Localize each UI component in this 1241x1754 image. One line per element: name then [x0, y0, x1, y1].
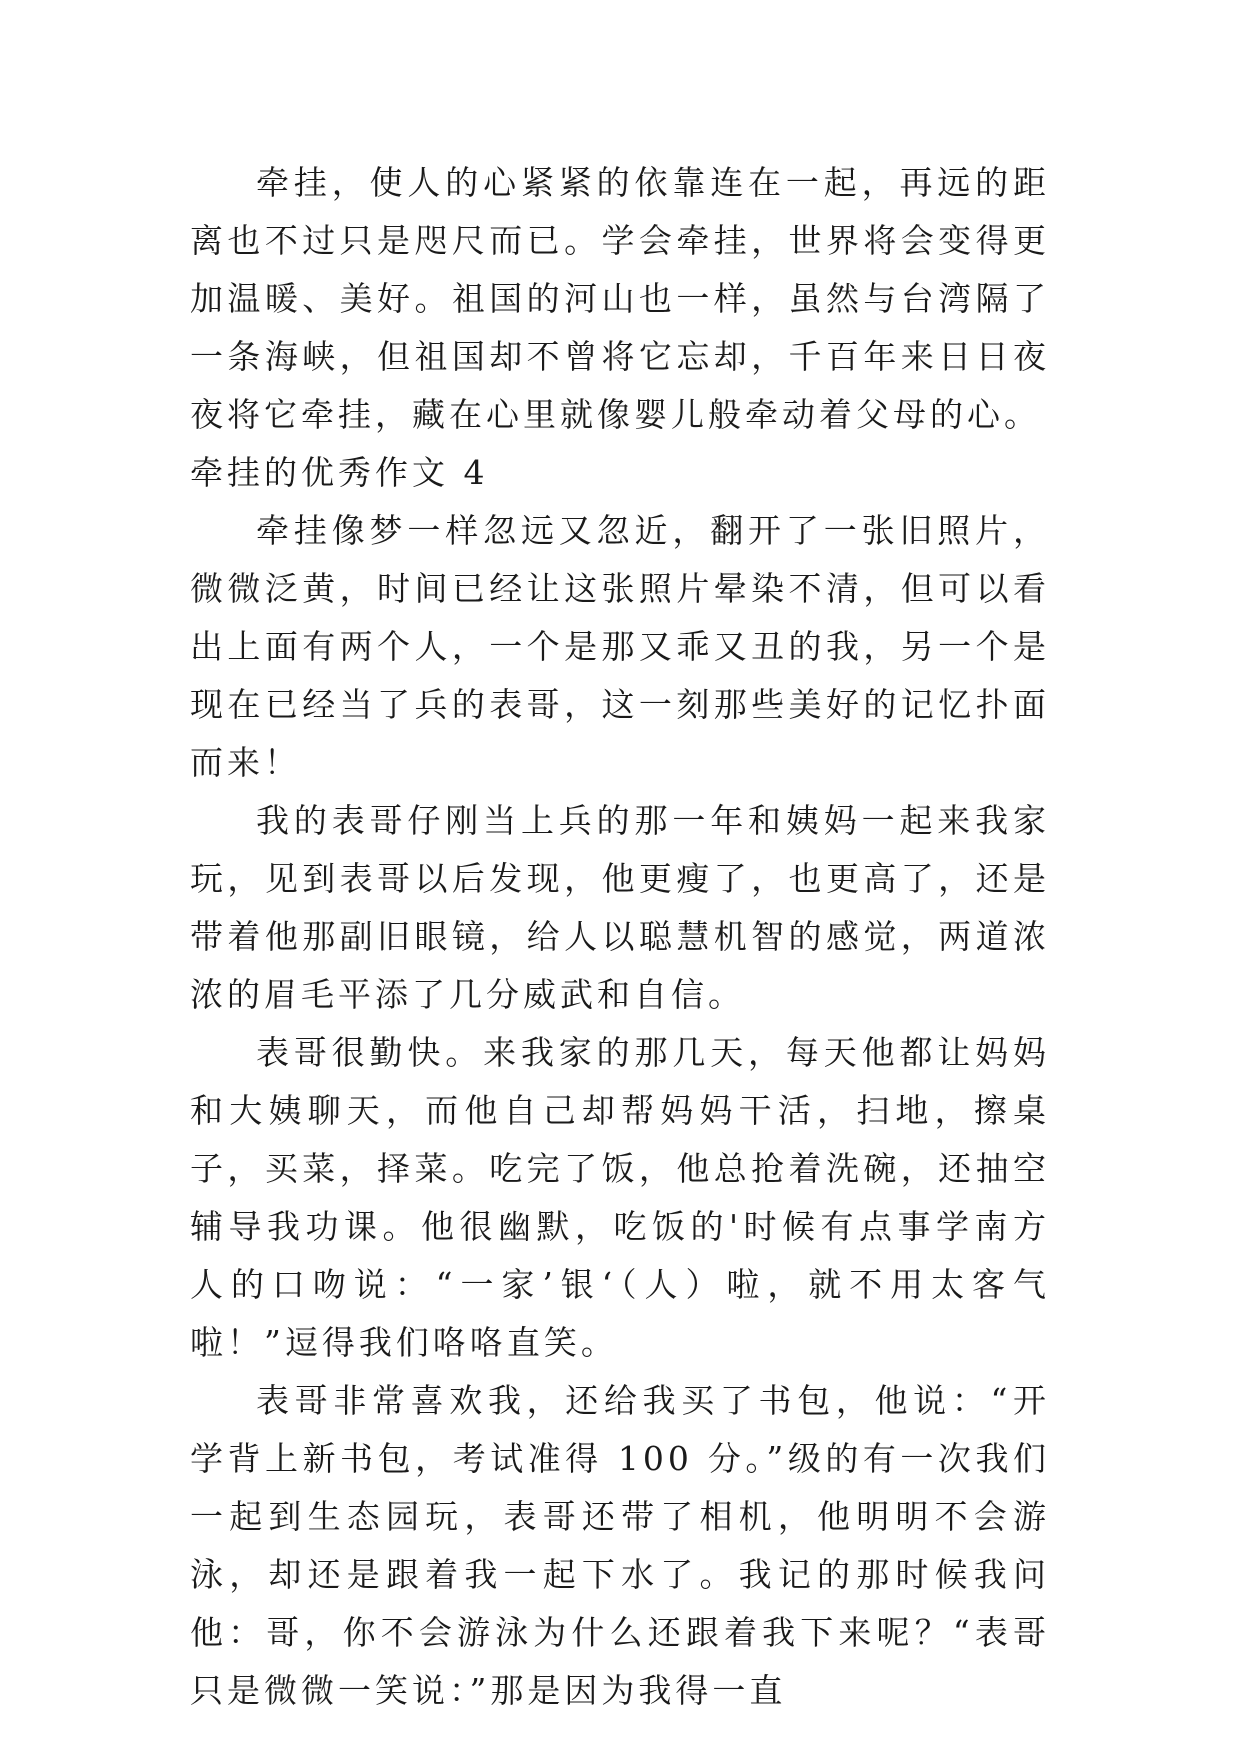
- section-heading: 牵挂的优秀作文 4: [190, 453, 489, 492]
- paragraph: 牵挂，使人的心紧紧的依靠连在一起，再远的距离也不过只是咫尺而已。学会牵挂，世界将会变得更加温暖、美好。祖国的河山也一样，虽然与台湾隔了一条海峡，但祖国却不曾将它忘却，千百年来日日夜夜将它牵挂，藏在心里就像婴儿般牵动着父母的心。: [190, 163, 1050, 434]
- document-body: [190, 154, 1050, 1720]
- paragraph: 表哥非常喜欢我，还给我买了书包，他说：“开学背上新书包，考试准得 100 分。”级的有一次我们一起到生态园玩，表哥还带了相机，他明明不会游泳，却还是跟着我一起下水了。我记的那时候我问他：哥，你不会游泳为什么还跟着我下来呢？“表哥只是微微一笑说：”那是因为我得一直: [190, 1381, 1050, 1710]
- paragraph: 我的表哥仔刚当上兵的那一年和姨妈一起来我家玩，见到表哥以后发现，他更瘦了，也更高了，还是带着他那副旧眼镜，给人以聪慧机智的感觉，两道浓浓的眉毛平添了几分威武和自信。: [190, 801, 1050, 1014]
- paragraph: 牵挂像梦一样忽远又忽近，翻开了一张旧照片，微微泛黄，时间已经让这张照片晕染不清，但可以看出上面有两个人，一个是那又乖又丑的我，另一个是现在已经当了兵的表哥，这一刻那些美好的记忆扑面而来！: [190, 511, 1050, 782]
- paragraph: 表哥很勤快。来我家的那几天，每天他都让妈妈和大姨聊天，而他自己却帮妈妈干活，扫地，擦桌子，买菜，择菜。吃完了饭，他总抢着洗碗，还抽空辅导我功课。他很幽默，吃饭的'时候有点事学南方人的口吻说：“一家’银‘（人）啦，就不用太客气啦！”逗得我们咯咯直笑。: [190, 1033, 1050, 1362]
